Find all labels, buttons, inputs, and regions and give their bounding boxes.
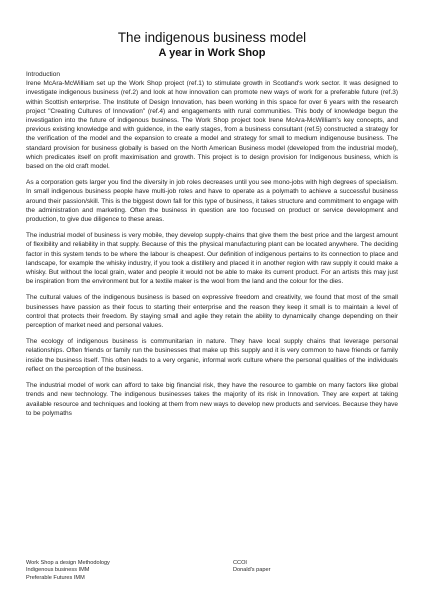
footer-line: Donald's paper	[233, 567, 271, 574]
document-body	[26, 70, 398, 425]
paragraph-ecology: The ecology of indigenous business is communitarian in nature. They have local supply chains that leverage personal relationships. Often friends or family run the businesses that make up this supply and it is very common to have friends or family inside the business itself. This often leads to a very organic, informal work culture where the personal qualities of the individuals reflect on the perception of the business.	[26, 338, 398, 373]
document-subtitle: A year in Work Shop	[158, 47, 266, 59]
paragraph-cultural-values: The cultural values of the indigenous business is based on expressive freedom and creativity, we found that most of the small businesses have passion as their focus to starting their enterprise and the reason they keep it small is to maintain a level of control that protects their freedom. By staying small and agile they retain the ability to dynamically change depending on their perception of market need and personal values.	[26, 294, 398, 330]
footer-line: CCOI	[233, 560, 247, 566]
section-heading: Introduction	[26, 71, 60, 78]
footer-line: Indigenous business IMM	[26, 567, 90, 574]
footer-references-right	[233, 560, 270, 575]
footer-line: Work Shop a design Methodology	[26, 560, 110, 566]
paragraph-introduction: Irene McAra-McWilliam set up the Work Shop project (ref.1) to stimulate growth in Scotland's work sector. It was designed to investigate indigenous business (ref.2) and look at how innovation can promote new ways of work for a preferable future (ref.3) within Scottish enterprise. The Institute of Design Innovation, has been working in this space for over 6 years with the research project "Creating Cultures of Innovation" (ref.4) and engagements with rural communities. This body of knowledge begun the investigation into the future of indigenous business. The Work Shop project took Irene McAra-McWilliam's key concepts, and previous existing knowledge and with guidence, in the early stages, from a business consultant (ref.5) constructed a strategy for the verification of the model and the expansion to create a model and strategy for small to medium indigenouse business. The standard provision for business globally is based on the North American Business model (developed from the industrial model), which predicates itself on profit maximisation and growth. This project is to design provision for Indigenous business, which is based on the old craft model.	[26, 80, 398, 171]
paragraph-industrial-model: The industrial model of business is very mobile, they develop supply-chains that give them the best price and the largest amount of flexibility and reliability in that supply. Because of this the physical manufacturing plant can be located anywhere. The deciding factor in this system tends to be where the labour is cheapest. Our definition of indigenous pertains to its connection to place and landscape, for example the whisky industry, if you took a distillery and placed it in another region with raw supply it could make a whisky. But without the local grain, water and people it would not be able to make its current product. For an artists this may just be inspiration from the environment but for a textile maker is the wool from the land and the colour for the dies.	[26, 232, 398, 286]
paragraph-financial-risk: The industrial model of work can afford to take big financial risk, they have the resource to gamble on many factors like global trends and new technology. The indigenous businesses takes the majority of its risk in Innovation. They are expert at taking available resource and techniques and looking at them from new ways to develop new products and services. Because they have to be polymaths	[26, 382, 398, 417]
footer-line: Preferable Futures IMM	[26, 574, 85, 581]
paragraph-corporation-size: As a corporation gets larger you find the diversity in job roles decreases until you see mono-jobs with high degrees of specialism. In small indigenous business people have multi-job roles and have to operate as a polymath to achieve a successful business around their passion/skill. This is the biggest down fall for this type of business, it takes structure and commitment to engage with the administration and marketing. Often the business in question are too focused on product or service development and production, to give due diligence to these areas.	[26, 179, 398, 224]
document-title: The indigenous business model	[117, 30, 307, 45]
footer-references-left	[26, 560, 110, 582]
